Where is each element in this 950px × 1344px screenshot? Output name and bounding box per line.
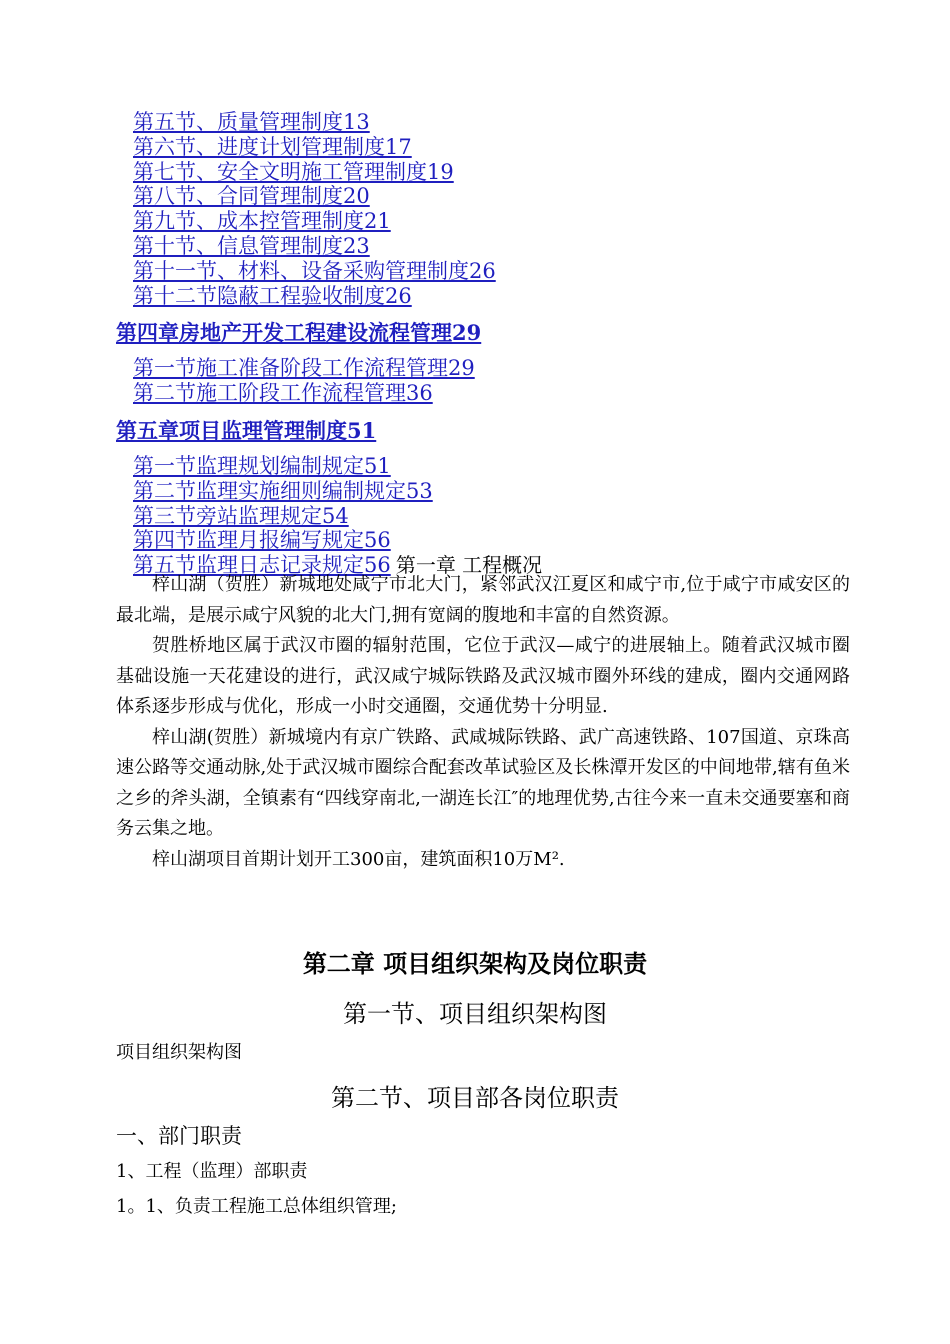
toc-link[interactable]: 第十二节隐蔽工程验收制度26 — [133, 283, 412, 308]
toc-link[interactable]: 第二节监理实施细则编制规定53 — [133, 478, 433, 503]
list-item: 1。1、负责工程施工总体组织管理; — [116, 1196, 397, 1217]
toc-link[interactable]: 第八节、合同管理制度20 — [133, 184, 370, 209]
subheading: 一、部门职责 — [116, 1124, 242, 1148]
org-chart-label: 项目组织架构图 — [116, 1042, 242, 1063]
list-item: 1、工程（监理）部职责 — [116, 1161, 308, 1182]
chapter-title: 第二章 项目组织架构及岗位职责 — [302, 949, 648, 978]
toc-chapter-link[interactable]: 第五章项目监理管理制度51 — [116, 417, 377, 443]
toc-link[interactable]: 第九节、成本控管理制度21 — [133, 209, 391, 234]
toc-chapter-link[interactable]: 第四章房地产开发工程建设流程管理29 — [116, 320, 482, 346]
section-title: 第二节、项目部各岗位职责 — [331, 1084, 619, 1112]
toc-link[interactable]: 第十一节、材料、设备采购管理制度26 — [133, 258, 496, 283]
chapter1-heading-inline: 第一章 工程概况 — [395, 553, 543, 578]
paragraph: 梓山湖（贺胜）新城地处咸宁市北大门，紧邻武汉江夏区和咸宁市,位于咸宁市咸安区的最北端，是展示咸宁风貌的北大门,拥有宽阔的腹地和丰富的自然资源。 — [116, 574, 850, 626]
toc-link[interactable]: 第一节施工准备阶段工作流程管理29 — [133, 356, 475, 381]
toc-link[interactable]: 第一节监理规划编制规定51 — [133, 453, 391, 478]
toc-link[interactable]: 第四节监理月报编写规定56 — [133, 528, 391, 553]
chapter1-body — [116, 570, 850, 875]
paragraph: 梓山湖项目首期计划开工300亩，建筑面积10万M². — [152, 848, 565, 870]
toc-link[interactable]: 第十节、信息管理制度23 — [133, 233, 370, 258]
toc-link[interactable]: 第二节施工阶段工作流程管理36 — [133, 381, 433, 406]
section-title: 第一节、项目组织架构图 — [343, 1000, 607, 1028]
toc-link[interactable]: 第五节、质量管理制度13 — [133, 110, 370, 134]
toc-link[interactable]: 第三节旁站监理规定54 — [133, 503, 349, 528]
table-of-contents — [0, 110, 950, 580]
toc-link[interactable]: 第五节监理日志记录规定56 — [133, 553, 391, 578]
paragraph: 梓山湖(贺胜）新城境内有京广铁路、武咸城际铁路、武广高速铁路、107国道、京珠高速公路等交通动脉,处于武汉城市圈综合配套改革试验区及长株潭开发区的中间地带,辖有鱼米之乡的斧头湖，全镇素有“四线穿南北,一湖连长江″的地理优势,古往今来一直未交通要塞和商务云集之地。 — [116, 726, 850, 839]
toc-link[interactable]: 第七节、安全文明施工管理制度19 — [133, 159, 454, 184]
paragraph: 贺胜桥地区属于武汉市圈的辐射范围，它位于武汉—咸宁的进展轴上。随着武汉城市圈基础设施一天花建设的进行，武汉咸宁城际铁路及武汉城市圈外环线的建成，圈内交通网路体系逐步形成与优化，形成一小时交通圈，交通优势十分明显. — [116, 635, 850, 717]
toc-link[interactable]: 第六节、进度计划管理制度17 — [133, 134, 412, 159]
